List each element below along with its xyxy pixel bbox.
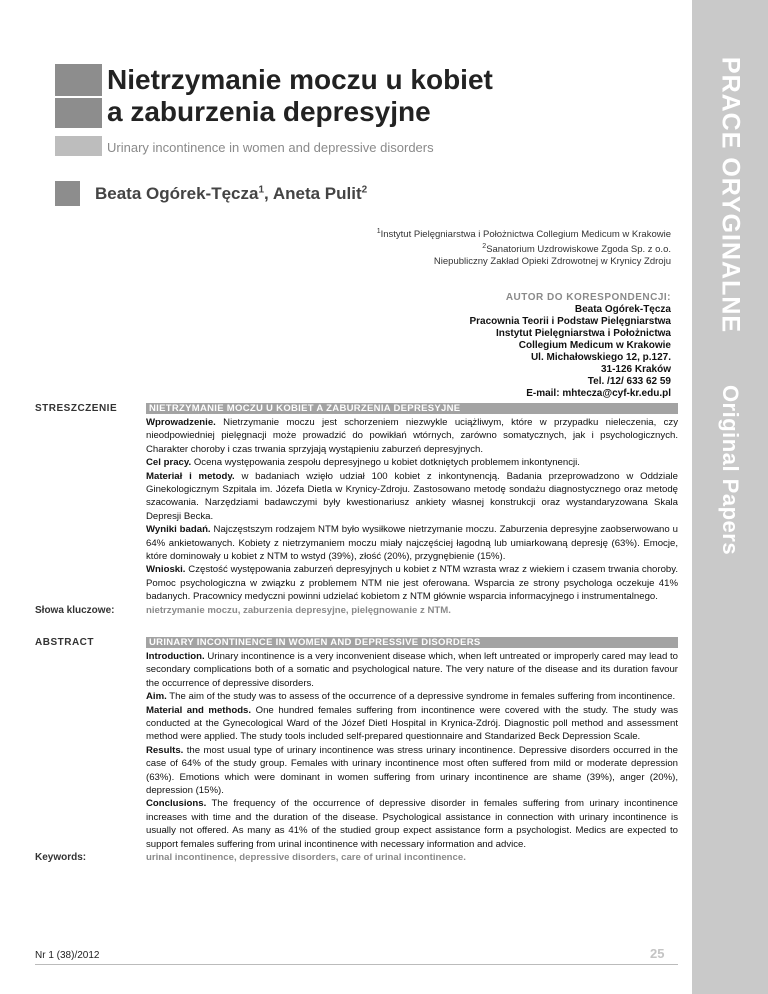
correspondence-line: Collegium Medicum w Krakowie — [518, 340, 671, 351]
en-aim: Aim. The aim of the study was to assess of the occurrence of a depressive syndrome in females suffering from incontinence. — [146, 691, 676, 703]
issue-number: Nr 1 (38)/2012 — [35, 950, 100, 961]
footer-rule — [35, 964, 678, 965]
correspondence-email[interactable]: E-mail: mhtecza@cyf-kr.edu.pl — [526, 388, 671, 399]
author-sep: , — [264, 184, 273, 203]
affiliation-1: $^1$Instytut Pielęgniarstwa i Położnictwa Collegium Medicum w Krakowie — [376, 228, 671, 241]
en-results: Results. the most usual type of urinary incontinence was stress urinary incontinence. Depressive disorders occurred in the case of 64% of the study group. Females with urinary incontinence most often suffered from mild or moderate depression (63%). Emotions which were dominant in women suffering from urinary incontinence are shame (39%), anger (20%), depression (15%). — [146, 744, 678, 797]
pl-keywords-label: Słowa kluczowe: — [35, 605, 115, 616]
title-line-2: a zaburzenia depresyjne — [107, 96, 431, 127]
en-intro: Introduction. Urinary incontinence is a very inconvenient disease which, when left untreated or improperly cared may lead to secondary complications both of a somatic and psychological nature. The very nature of the disease and its duration favour the occurrence of depressive disorders. — [146, 651, 678, 689]
streszczenie-bar: NIETRZYMANIE MOCZU U KOBIET A ZABURZENIA DEPRESYJNE — [146, 403, 678, 414]
pl-methods: Materiał i metody. w badaniach wzięło udział 100 kobiet z inkontynencją. Badania przeprowadzono w Oddziale Ginekologicznym Szpitala im. Józefa Dietla w Krynicy-Zdroju. Zastosowano metodę sondażu diagnostycznego oraz metodę szacowania. Narzędziami badawczymi były kwestionariusz ankiety własnej konstrukcji oraz wystandaryzowana Skala Depresji Becka. — [146, 470, 678, 522]
title-square-bottom — [55, 98, 102, 128]
en-methods: Material and methods. One hundred females suffering from incontinence were covered with the study. The study was conducted at the Gynecological Ward of the Józef Dietl Hospital in Krynica-Zdrój. Diagnostic poll method and assessment method were applied. The study tools included self-prepared questionnaire and Standarized Beck Depression Scale. — [146, 704, 678, 743]
title-square-top — [55, 64, 102, 96]
section-label-en: Original Papers — [718, 384, 743, 556]
en-keywords-label: Keywords: — [35, 852, 87, 863]
author-2-affil: 2 — [361, 184, 368, 196]
correspondence-block — [311, 292, 671, 400]
correspondence-name: Beata Ogórek-Tęcza — [574, 304, 671, 315]
pl-intro: Wprowadzenie. Nietrzymanie moczu jest schorzeniem niezwykle uciążliwym, które w przypadku nieleczenia, czy nieodpowiedniej pielęgnacji może prowadzić do powikłań wtórnych, zarówno somatycznych, jak i psychologicznych. Charakter choroby i czas trwania sprzyjają wystąpieniu zaburzeń depresyjnych. — [146, 417, 678, 455]
correspondence-city: 31-126 Kraków — [600, 364, 671, 375]
correspondence-phone: Tel. /12/ 633 62 59 — [587, 376, 671, 387]
affiliation-2: $^2$Sanatorium Uzdrowiskowe Zgoda Sp. z o.o. — [482, 243, 671, 256]
streszczenie-label: STRESZCZENIE — [35, 403, 118, 414]
author-square — [55, 181, 80, 206]
author-1: Beata Ogórek-Tęcza — [95, 184, 259, 203]
affiliations — [251, 226, 671, 268]
correspondence-address: Ul. Michałowskiego 12, p.127. — [530, 352, 671, 363]
en-conclusions: Conclusions. The frequency of the occurrence of depressive disorder in females suffering from urinary incontinence increases with time and the duration of the disease. Psychological assistance in connection with urinary incontinence is usually not offered. As many as 41% of the studied group expect assistance form a psychologist. Medics are expected to support females suffering from urinal incontinence with necessary information and advice. — [146, 798, 678, 850]
pl-aim: Cel pracy. Ocena występowania zespołu depresyjnego u kobiet dotkniętych problemem inkontynencji. — [146, 457, 580, 469]
abstract-body — [146, 650, 678, 851]
author-list — [95, 184, 367, 204]
correspondence-line: Pracownia Teorii i Podstaw Pielęgniarstwa — [469, 316, 671, 327]
title-line-1: Nietrzymanie moczu u kobiet — [107, 64, 493, 95]
article-subtitle: Urinary incontinence in women and depressive disorders — [107, 140, 434, 155]
pl-results: Wyniki badań. Najczęstszym rodzajem NTM było wysiłkowe nietrzymanie moczu. Zaburzenia depresyjne zaobserwowano u 64% ankietowanych. Kobiety z nietrzymaniem moczu miały najczęściej łagodną lub umiarkowaną depresję (63%). Emocje, które dominowały u kobiet z NTM to wstyd (39%), złość (20%), przygnębienie (15%). — [146, 524, 679, 563]
article-title — [107, 64, 667, 128]
pl-conclusions: Wnioski. Częstość występowania zaburzeń depresyjnych u kobiet z NTM wzrasta wraz z wiekiem i czasem trwania choroby. Pomoc psychologiczna w związku z problemem NTM nie jest oferowana. Wsparcia ze strony psychologa oczekuje 41% badanych. Pracownicy medyczni powinni udzielać kobietom z NTM głównie wsparcia informacyjnego i instrumentalnego. — [146, 564, 678, 603]
section-label-pl: PRACE ORYGINALNE — [716, 56, 745, 334]
pl-keywords: nietrzymanie moczu, zaburzenia depresyjne, pielęgnowanie z NTM. — [146, 605, 451, 616]
affiliation-3: Niepubliczny Zakład Opieki Zdrowotnej w Krynicy Zdroju — [433, 256, 671, 268]
correspondence-heading: AUTOR DO KORESPONDENCJI: — [505, 292, 671, 303]
abstract-bar: URINARY INCONTINENCE IN WOMEN AND DEPRESSIVE DISORDERS — [146, 637, 678, 648]
abstract-label: ABSTRACT — [35, 637, 94, 648]
subtitle-square — [55, 136, 102, 156]
correspondence-line: Instytut Pielęgniarstwa i Położnictwa — [495, 328, 671, 339]
en-keywords: urinal incontinence, depressive disorders, care of urinal incontinence. — [146, 852, 466, 863]
page-number: 25 — [650, 946, 665, 961]
streszczenie-body — [146, 416, 678, 604]
author-2: Aneta Pulit — [272, 184, 362, 203]
author-1-affil: 1 — [258, 184, 265, 196]
